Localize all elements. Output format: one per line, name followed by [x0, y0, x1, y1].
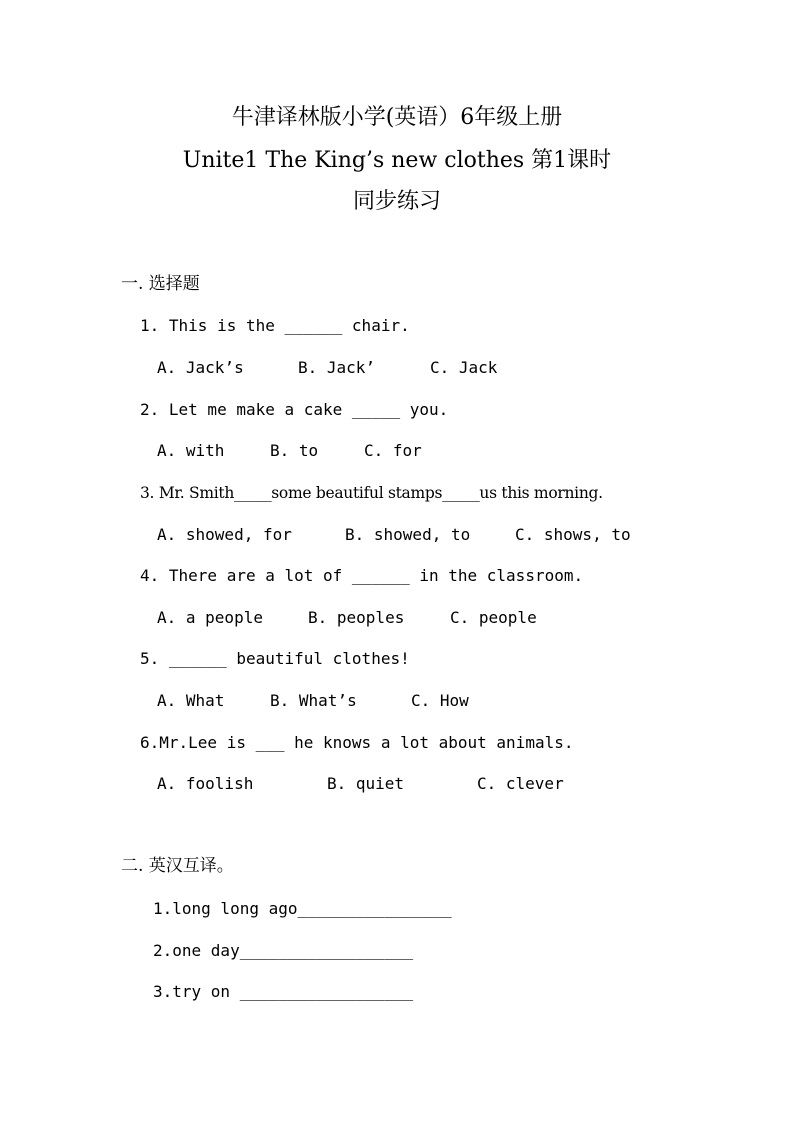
title-line-3: 同步练习 — [352, 189, 441, 214]
question-2-option-c: C. for — [364, 441, 422, 460]
question-3-stem: 3. Mr. Smith_____some beautiful stamps_____us this morning. — [140, 484, 603, 502]
question-5-option-b: B. What’s — [270, 691, 357, 710]
question-4-option-a: A. a people — [157, 608, 263, 627]
question-3-option-b: B. showed, to — [345, 525, 471, 544]
title-line-1: 牛津译林版小学(英语）6年级上册 — [231, 105, 563, 130]
question-6-option-b: B. quiet — [327, 774, 405, 793]
question-2-option-b: B. to — [270, 441, 319, 460]
question-2-stem: 2. Let me make a cake _____ you. — [140, 400, 449, 419]
title-line-2: Unite1 The King’s new clothes 第1课时 — [182, 148, 612, 173]
question-4-option-c: C. people — [450, 608, 537, 627]
question-5-option-a: A. What — [157, 691, 225, 710]
translation-item-1: 1.long long ago________________ — [153, 899, 452, 918]
question-6-stem: 6.Mr.Lee is ___ he knows a lot about animals. — [140, 733, 574, 752]
question-6-option-a: A. foolish — [157, 774, 254, 793]
question-4-option-b: B. peoples — [308, 608, 405, 627]
section-1-heading: 一. 选择题 — [121, 274, 200, 294]
question-2-option-a: A. with — [157, 441, 225, 460]
question-1-option-a: A. Jack’s — [157, 358, 244, 377]
translation-item-3: 3.try on __________________ — [153, 982, 414, 1001]
question-3-option-c: C. shows, to — [515, 525, 631, 544]
question-4-stem: 4. There are a lot of ______ in the classroom. — [140, 566, 584, 585]
section-2-heading: 二. 英汉互译。 — [121, 856, 234, 876]
question-1-option-c: C. Jack — [430, 358, 498, 377]
question-5-stem: 5. ______ beautiful clothes! — [140, 649, 410, 668]
question-1-stem: 1. This is the ______ chair. — [140, 316, 410, 335]
question-6-option-c: C. clever — [477, 774, 564, 793]
question-5-option-c: C. How — [411, 691, 469, 710]
translation-item-2: 2.one day__________________ — [153, 941, 414, 960]
question-3-option-a: A. showed, for — [157, 525, 292, 544]
question-1-option-b: B. Jack’ — [298, 358, 376, 377]
